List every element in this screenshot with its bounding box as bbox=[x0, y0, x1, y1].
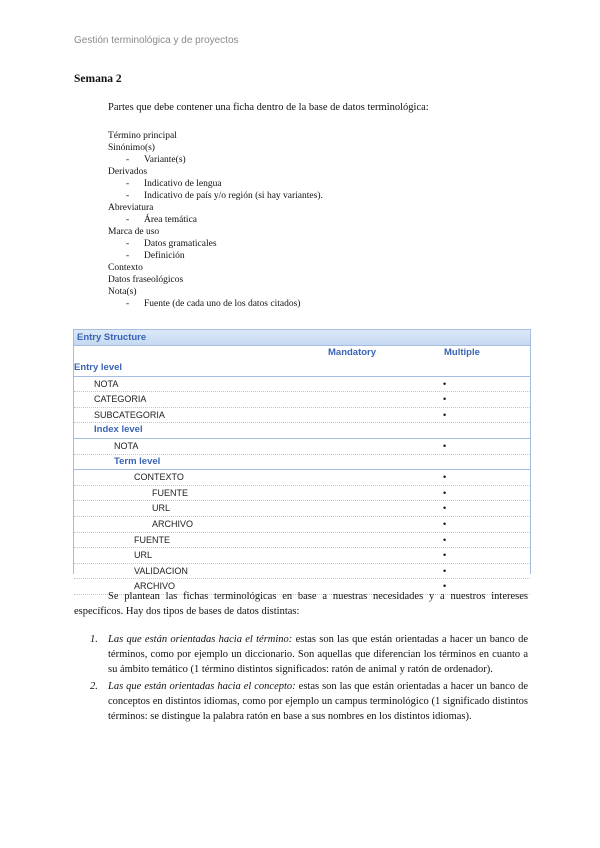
structure-level-row[interactable] bbox=[74, 361, 530, 377]
structure-field-label: NOTA bbox=[94, 378, 119, 389]
outline-item bbox=[108, 166, 323, 178]
structure-level-label: Index level bbox=[94, 424, 143, 436]
outline-dash: - bbox=[126, 299, 130, 309]
multiple-marker: • bbox=[443, 440, 447, 451]
structure-field-row[interactable] bbox=[74, 533, 530, 549]
database-type-lead: Las que están orientadas hacia el término: bbox=[108, 634, 293, 645]
structure-field-label: SUBCATEGORIA bbox=[94, 409, 165, 420]
outline-dash: - bbox=[126, 191, 130, 201]
outline-item-text: Datos gramaticales bbox=[144, 239, 217, 249]
entry-fields-outline bbox=[108, 130, 323, 310]
outline-dash: - bbox=[126, 215, 130, 225]
structure-field-row[interactable] bbox=[74, 501, 530, 517]
outline-item-text: Datos fraseológicos bbox=[108, 275, 184, 285]
outline-subitem bbox=[108, 250, 323, 262]
multiple-column-header: Multiple bbox=[444, 347, 480, 358]
entry-structure-rows bbox=[74, 361, 530, 595]
structure-field-row[interactable] bbox=[74, 564, 530, 580]
multiple-marker: • bbox=[443, 565, 447, 576]
multiple-marker: • bbox=[443, 534, 447, 545]
multiple-marker: • bbox=[443, 409, 447, 420]
list-number: 2. bbox=[90, 681, 98, 692]
structure-field-row[interactable] bbox=[74, 408, 530, 424]
structure-field-label: CATEGORIA bbox=[94, 394, 147, 405]
outline-item bbox=[108, 274, 323, 286]
multiple-marker: • bbox=[443, 472, 447, 483]
structure-field-row[interactable] bbox=[74, 377, 530, 393]
outline-dash: - bbox=[126, 239, 130, 249]
database-types-list bbox=[90, 632, 528, 726]
structure-field-row[interactable] bbox=[74, 470, 530, 486]
outline-item-text: Nota(s) bbox=[108, 287, 137, 297]
outline-item-text: Contexto bbox=[108, 263, 143, 273]
structure-field-label: URL bbox=[134, 550, 153, 561]
database-type-text: estas son las que están orientadas a hacer un banco de términos, como por ejemplo un diccionario. Son aquellas que diferencian los términos en cuanto a su ámbito temático (1 término distintos significados: ratón de animal y ratón de ordenador). bbox=[108, 634, 528, 675]
outline-item bbox=[108, 226, 323, 238]
structure-field-label: VALIDACION bbox=[134, 565, 188, 576]
structure-level-row[interactable] bbox=[74, 423, 530, 439]
body-paragraph: Se plantean las fichas terminológicas en base a nuestras necesidades y a nuestros intereses específicos. Hay dos tipos de bases de datos distintas: bbox=[74, 591, 528, 617]
outline-item bbox=[108, 130, 323, 142]
running-header: Gestión terminológica y de proyectos bbox=[74, 35, 239, 46]
structure-field-label: FUENTE bbox=[152, 487, 188, 498]
structure-level-row[interactable] bbox=[74, 455, 530, 471]
section-title: Semana 2 bbox=[74, 73, 122, 85]
list-number: 1. bbox=[90, 634, 98, 645]
outline-item-text: Indicativo de país y/o región (si hay variantes). bbox=[144, 191, 323, 201]
outline-dash: - bbox=[126, 251, 130, 261]
multiple-marker: • bbox=[443, 581, 447, 592]
outline-subitem bbox=[108, 154, 323, 166]
entry-structure-title: Entry Structure bbox=[74, 330, 530, 346]
entry-structure-panel bbox=[73, 329, 531, 592]
structure-field-label: NOTA bbox=[114, 440, 139, 451]
outline-subitem bbox=[108, 190, 323, 202]
outline-item-text: Definición bbox=[144, 251, 185, 261]
multiple-marker: • bbox=[443, 550, 447, 561]
structure-field-label: CONTEXTO bbox=[134, 472, 184, 483]
structure-level-label: Entry level bbox=[74, 362, 123, 373]
intro-paragraph: Partes que debe contener una ficha dentro de la base de datos terminológica: bbox=[108, 102, 429, 113]
outline-dash: - bbox=[126, 179, 130, 189]
structure-field-label: ARCHIVO bbox=[134, 581, 176, 592]
outline-item bbox=[108, 262, 323, 274]
outline-subitem bbox=[108, 214, 323, 226]
outline-item-text: Sinónimo(s) bbox=[108, 143, 155, 153]
outline-subitem bbox=[108, 238, 323, 250]
structure-field-row[interactable] bbox=[74, 486, 530, 502]
structure-field-label: URL bbox=[152, 503, 171, 514]
structure-field-row[interactable] bbox=[74, 548, 530, 564]
database-type-lead: Las que están orientadas hacia el concepto: bbox=[108, 681, 296, 692]
structure-field-label: FUENTE bbox=[134, 534, 170, 545]
outline-item-text: Marca de uso bbox=[108, 227, 160, 237]
outline-item bbox=[108, 202, 323, 214]
multiple-marker: • bbox=[443, 378, 447, 389]
outline-item-text: Variante(s) bbox=[144, 155, 186, 165]
outline-item-text: Término principal bbox=[108, 131, 177, 141]
outline-item-text: Área temática bbox=[144, 215, 198, 225]
outline-item bbox=[108, 142, 323, 154]
structure-field-label: ARCHIVO bbox=[152, 518, 194, 529]
outline-subitem bbox=[108, 178, 323, 190]
outline-item-text: Fuente (de cada uno de los datos citados) bbox=[144, 299, 301, 309]
structure-field-row[interactable] bbox=[74, 439, 530, 455]
structure-level-label: Term level bbox=[114, 455, 161, 467]
structure-field-row[interactable] bbox=[74, 517, 530, 533]
outline-item-text: Indicativo de lengua bbox=[144, 179, 222, 189]
outline-item-text: Derivados bbox=[108, 167, 148, 177]
multiple-marker: • bbox=[443, 518, 447, 529]
structure-field-row[interactable] bbox=[74, 392, 530, 408]
outline-subitem bbox=[108, 298, 323, 310]
outline-dash: - bbox=[126, 155, 130, 165]
multiple-marker: • bbox=[443, 487, 447, 498]
database-type-item bbox=[90, 632, 528, 677]
multiple-marker: • bbox=[443, 503, 447, 514]
database-type-item bbox=[90, 679, 528, 724]
mandatory-column-header: Mandatory bbox=[328, 347, 377, 358]
outline-item-text: Abreviatura bbox=[108, 203, 154, 213]
outline-item bbox=[108, 286, 323, 298]
database-type-text: estas son las que están orientadas a hacer un banco de conceptos en distintos idiomas, como por ejemplo un campus terminológico (1 significado distintos términos: se distingue la palabra ratón en base a sus nombres en los distintos idiomas). bbox=[108, 681, 528, 722]
multiple-marker: • bbox=[443, 394, 447, 405]
